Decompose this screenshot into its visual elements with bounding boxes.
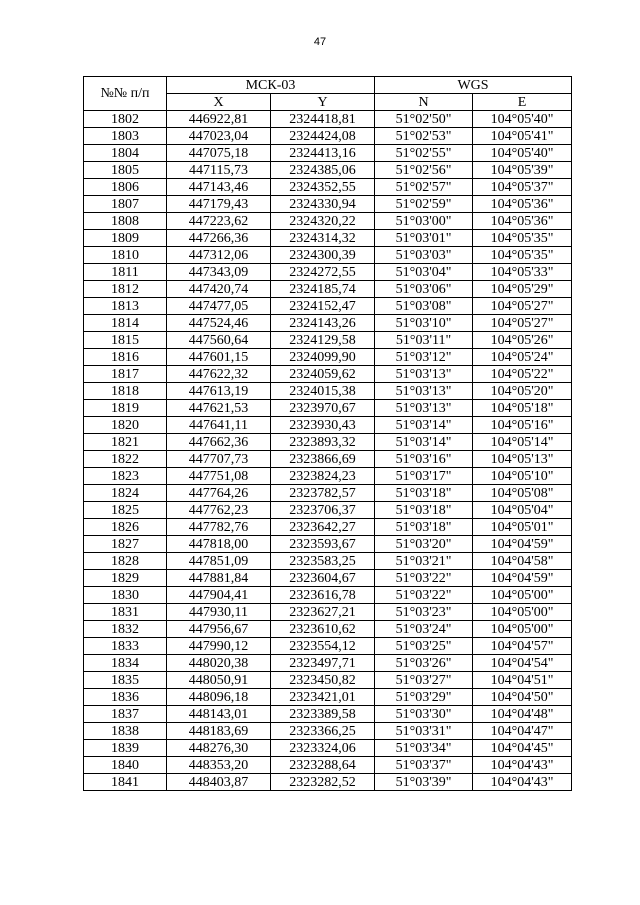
cell-x: 447621,53	[167, 400, 271, 417]
cell-y: 2324385,06	[271, 162, 375, 179]
cell-number: 1834	[84, 655, 167, 672]
cell-e: 104°04'43"	[473, 757, 572, 774]
cell-n: 51°03'39"	[375, 774, 473, 791]
cell-n: 51°03'11"	[375, 332, 473, 349]
cell-y: 2323866,69	[271, 451, 375, 468]
cell-y: 2324272,55	[271, 264, 375, 281]
cell-number: 1805	[84, 162, 167, 179]
cell-y: 2323893,32	[271, 434, 375, 451]
cell-y: 2324099,90	[271, 349, 375, 366]
cell-y: 2324413,16	[271, 145, 375, 162]
cell-number: 1812	[84, 281, 167, 298]
cell-e: 104°05'26"	[473, 332, 572, 349]
cell-x: 447751,08	[167, 468, 271, 485]
cell-x: 447707,73	[167, 451, 271, 468]
header-row-top	[84, 77, 572, 94]
header-e: E	[473, 94, 572, 111]
cell-n: 51°03'13"	[375, 366, 473, 383]
cell-n: 51°03'31"	[375, 723, 473, 740]
cell-number: 1836	[84, 689, 167, 706]
cell-y: 2324185,74	[271, 281, 375, 298]
cell-y: 2323366,25	[271, 723, 375, 740]
table-row	[84, 264, 572, 281]
header-n: N	[375, 94, 473, 111]
cell-e: 104°05'41"	[473, 128, 572, 145]
cell-e: 104°05'20"	[473, 383, 572, 400]
cell-number: 1824	[84, 485, 167, 502]
cell-e: 104°04'57"	[473, 638, 572, 655]
cell-number: 1838	[84, 723, 167, 740]
table-row	[84, 400, 572, 417]
cell-n: 51°03'12"	[375, 349, 473, 366]
cell-x: 447560,64	[167, 332, 271, 349]
cell-x: 447762,23	[167, 502, 271, 519]
table-row	[84, 468, 572, 485]
cell-number: 1804	[84, 145, 167, 162]
cell-e: 104°04'48"	[473, 706, 572, 723]
table-row	[84, 621, 572, 638]
cell-y: 2323706,37	[271, 502, 375, 519]
table-row	[84, 604, 572, 621]
table-row	[84, 366, 572, 383]
table-row	[84, 179, 572, 196]
cell-y: 2323450,82	[271, 672, 375, 689]
table-row	[84, 519, 572, 536]
cell-e: 104°05'40"	[473, 145, 572, 162]
table-row	[84, 655, 572, 672]
cell-n: 51°03'37"	[375, 757, 473, 774]
cell-n: 51°02'59"	[375, 196, 473, 213]
cell-y: 2323583,25	[271, 553, 375, 570]
cell-n: 51°03'18"	[375, 502, 473, 519]
table-row	[84, 536, 572, 553]
cell-e: 104°05'36"	[473, 213, 572, 230]
cell-number: 1810	[84, 247, 167, 264]
cell-number: 1841	[84, 774, 167, 791]
cell-number: 1817	[84, 366, 167, 383]
header-wgs-group: WGS	[375, 77, 572, 94]
cell-x: 448276,30	[167, 740, 271, 757]
cell-e: 104°05'27"	[473, 298, 572, 315]
cell-x: 446922,81	[167, 111, 271, 128]
cell-x: 447601,15	[167, 349, 271, 366]
cell-y: 2323610,62	[271, 621, 375, 638]
cell-x: 448403,87	[167, 774, 271, 791]
cell-y: 2324418,81	[271, 111, 375, 128]
cell-number: 1833	[84, 638, 167, 655]
table-row	[84, 213, 572, 230]
cell-e: 104°05'37"	[473, 179, 572, 196]
cell-y: 2323970,67	[271, 400, 375, 417]
cell-y: 2324300,39	[271, 247, 375, 264]
cell-number: 1813	[84, 298, 167, 315]
cell-n: 51°03'29"	[375, 689, 473, 706]
cell-e: 104°04'50"	[473, 689, 572, 706]
cell-e: 104°05'01"	[473, 519, 572, 536]
table-row	[84, 723, 572, 740]
cell-y: 2323824,23	[271, 468, 375, 485]
cell-number: 1831	[84, 604, 167, 621]
cell-number: 1808	[84, 213, 167, 230]
cell-x: 447075,18	[167, 145, 271, 162]
cell-n: 51°03'03"	[375, 247, 473, 264]
cell-n: 51°03'23"	[375, 604, 473, 621]
cell-x: 448020,38	[167, 655, 271, 672]
cell-x: 447420,74	[167, 281, 271, 298]
cell-y: 2323782,57	[271, 485, 375, 502]
cell-n: 51°03'08"	[375, 298, 473, 315]
cell-y: 2323642,27	[271, 519, 375, 536]
cell-y: 2323282,52	[271, 774, 375, 791]
cell-x: 447641,11	[167, 417, 271, 434]
cell-e: 104°05'39"	[473, 162, 572, 179]
table-row	[84, 689, 572, 706]
cell-x: 448050,91	[167, 672, 271, 689]
cell-number: 1806	[84, 179, 167, 196]
cell-n: 51°03'16"	[375, 451, 473, 468]
cell-x: 447524,46	[167, 315, 271, 332]
cell-y: 2324424,08	[271, 128, 375, 145]
cell-e: 104°05'24"	[473, 349, 572, 366]
table-row	[84, 553, 572, 570]
cell-e: 104°05'04"	[473, 502, 572, 519]
cell-x: 447266,36	[167, 230, 271, 247]
cell-e: 104°05'10"	[473, 468, 572, 485]
cell-y: 2324352,55	[271, 179, 375, 196]
page-number: 47	[313, 36, 327, 48]
cell-e: 104°04'45"	[473, 740, 572, 757]
cell-e: 104°05'08"	[473, 485, 572, 502]
cell-number: 1839	[84, 740, 167, 757]
cell-x: 447622,32	[167, 366, 271, 383]
cell-number: 1825	[84, 502, 167, 519]
table-row	[84, 162, 572, 179]
cell-e: 104°05'35"	[473, 247, 572, 264]
cell-y: 2324129,58	[271, 332, 375, 349]
cell-y: 2324152,47	[271, 298, 375, 315]
cell-number: 1815	[84, 332, 167, 349]
cell-n: 51°03'04"	[375, 264, 473, 281]
cell-number: 1811	[84, 264, 167, 281]
cell-e: 104°05'00"	[473, 587, 572, 604]
cell-e: 104°04'59"	[473, 570, 572, 587]
header-x: X	[167, 94, 271, 111]
cell-x: 447143,46	[167, 179, 271, 196]
cell-y: 2324314,32	[271, 230, 375, 247]
cell-n: 51°03'25"	[375, 638, 473, 655]
table-row	[84, 774, 572, 791]
table-row	[84, 485, 572, 502]
table-row	[84, 145, 572, 162]
cell-e: 104°05'22"	[473, 366, 572, 383]
table-row	[84, 740, 572, 757]
cell-e: 104°05'29"	[473, 281, 572, 298]
cell-e: 104°05'33"	[473, 264, 572, 281]
cell-y: 2324143,26	[271, 315, 375, 332]
coordinates-table	[83, 76, 572, 791]
table-header	[84, 77, 572, 111]
cell-n: 51°03'22"	[375, 587, 473, 604]
cell-n: 51°03'18"	[375, 485, 473, 502]
cell-n: 51°02'55"	[375, 145, 473, 162]
table-row	[84, 247, 572, 264]
cell-number: 1822	[84, 451, 167, 468]
cell-x: 447764,26	[167, 485, 271, 502]
cell-e: 104°04'43"	[473, 774, 572, 791]
cell-x: 448353,20	[167, 757, 271, 774]
cell-n: 51°02'53"	[375, 128, 473, 145]
cell-number: 1837	[84, 706, 167, 723]
table-row	[84, 298, 572, 315]
cell-n: 51°03'30"	[375, 706, 473, 723]
cell-n: 51°03'01"	[375, 230, 473, 247]
table-row	[84, 706, 572, 723]
cell-e: 104°05'36"	[473, 196, 572, 213]
cell-x: 447904,41	[167, 587, 271, 604]
cell-n: 51°03'00"	[375, 213, 473, 230]
table-body	[84, 111, 572, 791]
cell-n: 51°02'57"	[375, 179, 473, 196]
cell-y: 2323604,67	[271, 570, 375, 587]
cell-e: 104°05'13"	[473, 451, 572, 468]
cell-x: 447990,12	[167, 638, 271, 655]
cell-x: 447818,00	[167, 536, 271, 553]
table-row	[84, 332, 572, 349]
table-row	[84, 230, 572, 247]
cell-e: 104°05'00"	[473, 604, 572, 621]
cell-x: 447343,09	[167, 264, 271, 281]
cell-n: 51°03'14"	[375, 417, 473, 434]
cell-x: 448143,01	[167, 706, 271, 723]
table-row	[84, 281, 572, 298]
cell-number: 1807	[84, 196, 167, 213]
cell-n: 51°03'13"	[375, 400, 473, 417]
cell-y: 2323421,01	[271, 689, 375, 706]
cell-y: 2323389,58	[271, 706, 375, 723]
cell-number: 1828	[84, 553, 167, 570]
cell-n: 51°03'06"	[375, 281, 473, 298]
cell-n: 51°02'50"	[375, 111, 473, 128]
cell-x: 447851,09	[167, 553, 271, 570]
header-y: Y	[271, 94, 375, 111]
cell-n: 51°03'18"	[375, 519, 473, 536]
cell-number: 1835	[84, 672, 167, 689]
cell-number: 1826	[84, 519, 167, 536]
cell-y: 2324015,38	[271, 383, 375, 400]
table-row	[84, 587, 572, 604]
cell-e: 104°05'18"	[473, 400, 572, 417]
table-row	[84, 757, 572, 774]
cell-e: 104°05'35"	[473, 230, 572, 247]
cell-number: 1816	[84, 349, 167, 366]
cell-n: 51°03'14"	[375, 434, 473, 451]
header-msk-group: МСК-03	[167, 77, 375, 94]
cell-y: 2323930,43	[271, 417, 375, 434]
header-number: №№ п/п	[84, 77, 167, 111]
table-row	[84, 417, 572, 434]
cell-number: 1818	[84, 383, 167, 400]
cell-number: 1829	[84, 570, 167, 587]
cell-n: 51°03'17"	[375, 468, 473, 485]
cell-x: 447782,76	[167, 519, 271, 536]
cell-e: 104°04'51"	[473, 672, 572, 689]
table-row	[84, 349, 572, 366]
table-row	[84, 111, 572, 128]
cell-x: 447613,19	[167, 383, 271, 400]
cell-number: 1809	[84, 230, 167, 247]
cell-x: 447023,04	[167, 128, 271, 145]
cell-n: 51°03'13"	[375, 383, 473, 400]
cell-n: 51°03'10"	[375, 315, 473, 332]
cell-x: 447881,84	[167, 570, 271, 587]
cell-e: 104°04'58"	[473, 553, 572, 570]
cell-x: 447662,36	[167, 434, 271, 451]
cell-n: 51°03'21"	[375, 553, 473, 570]
cell-number: 1830	[84, 587, 167, 604]
cell-e: 104°05'14"	[473, 434, 572, 451]
table-row	[84, 196, 572, 213]
cell-n: 51°03'20"	[375, 536, 473, 553]
cell-number: 1802	[84, 111, 167, 128]
cell-y: 2323497,71	[271, 655, 375, 672]
table-row	[84, 383, 572, 400]
cell-x: 447179,43	[167, 196, 271, 213]
cell-e: 104°05'16"	[473, 417, 572, 434]
cell-number: 1821	[84, 434, 167, 451]
cell-number: 1840	[84, 757, 167, 774]
cell-n: 51°03'22"	[375, 570, 473, 587]
cell-n: 51°02'56"	[375, 162, 473, 179]
cell-y: 2324320,22	[271, 213, 375, 230]
cell-y: 2323288,64	[271, 757, 375, 774]
table-row	[84, 570, 572, 587]
cell-y: 2323324,06	[271, 740, 375, 757]
cell-x: 447223,62	[167, 213, 271, 230]
cell-n: 51°03'24"	[375, 621, 473, 638]
cell-x: 447115,73	[167, 162, 271, 179]
cell-x: 447477,05	[167, 298, 271, 315]
table-row	[84, 128, 572, 145]
cell-e: 104°04'59"	[473, 536, 572, 553]
cell-x: 448096,18	[167, 689, 271, 706]
cell-number: 1823	[84, 468, 167, 485]
table-row	[84, 451, 572, 468]
cell-number: 1820	[84, 417, 167, 434]
cell-n: 51°03'27"	[375, 672, 473, 689]
cell-x: 447956,67	[167, 621, 271, 638]
cell-number: 1814	[84, 315, 167, 332]
table-row	[84, 502, 572, 519]
cell-x: 447930,11	[167, 604, 271, 621]
cell-y: 2323627,21	[271, 604, 375, 621]
cell-x: 448183,69	[167, 723, 271, 740]
cell-e: 104°04'47"	[473, 723, 572, 740]
table-row	[84, 315, 572, 332]
table-row	[84, 638, 572, 655]
cell-y: 2324059,62	[271, 366, 375, 383]
table-row	[84, 434, 572, 451]
cell-y: 2324330,94	[271, 196, 375, 213]
cell-number: 1832	[84, 621, 167, 638]
cell-n: 51°03'34"	[375, 740, 473, 757]
cell-e: 104°05'00"	[473, 621, 572, 638]
cell-number: 1827	[84, 536, 167, 553]
cell-e: 104°05'27"	[473, 315, 572, 332]
cell-y: 2323554,12	[271, 638, 375, 655]
cell-e: 104°05'40"	[473, 111, 572, 128]
cell-number: 1819	[84, 400, 167, 417]
cell-number: 1803	[84, 128, 167, 145]
cell-n: 51°03'26"	[375, 655, 473, 672]
cell-e: 104°04'54"	[473, 655, 572, 672]
cell-y: 2323616,78	[271, 587, 375, 604]
cell-y: 2323593,67	[271, 536, 375, 553]
table-row	[84, 672, 572, 689]
cell-x: 447312,06	[167, 247, 271, 264]
